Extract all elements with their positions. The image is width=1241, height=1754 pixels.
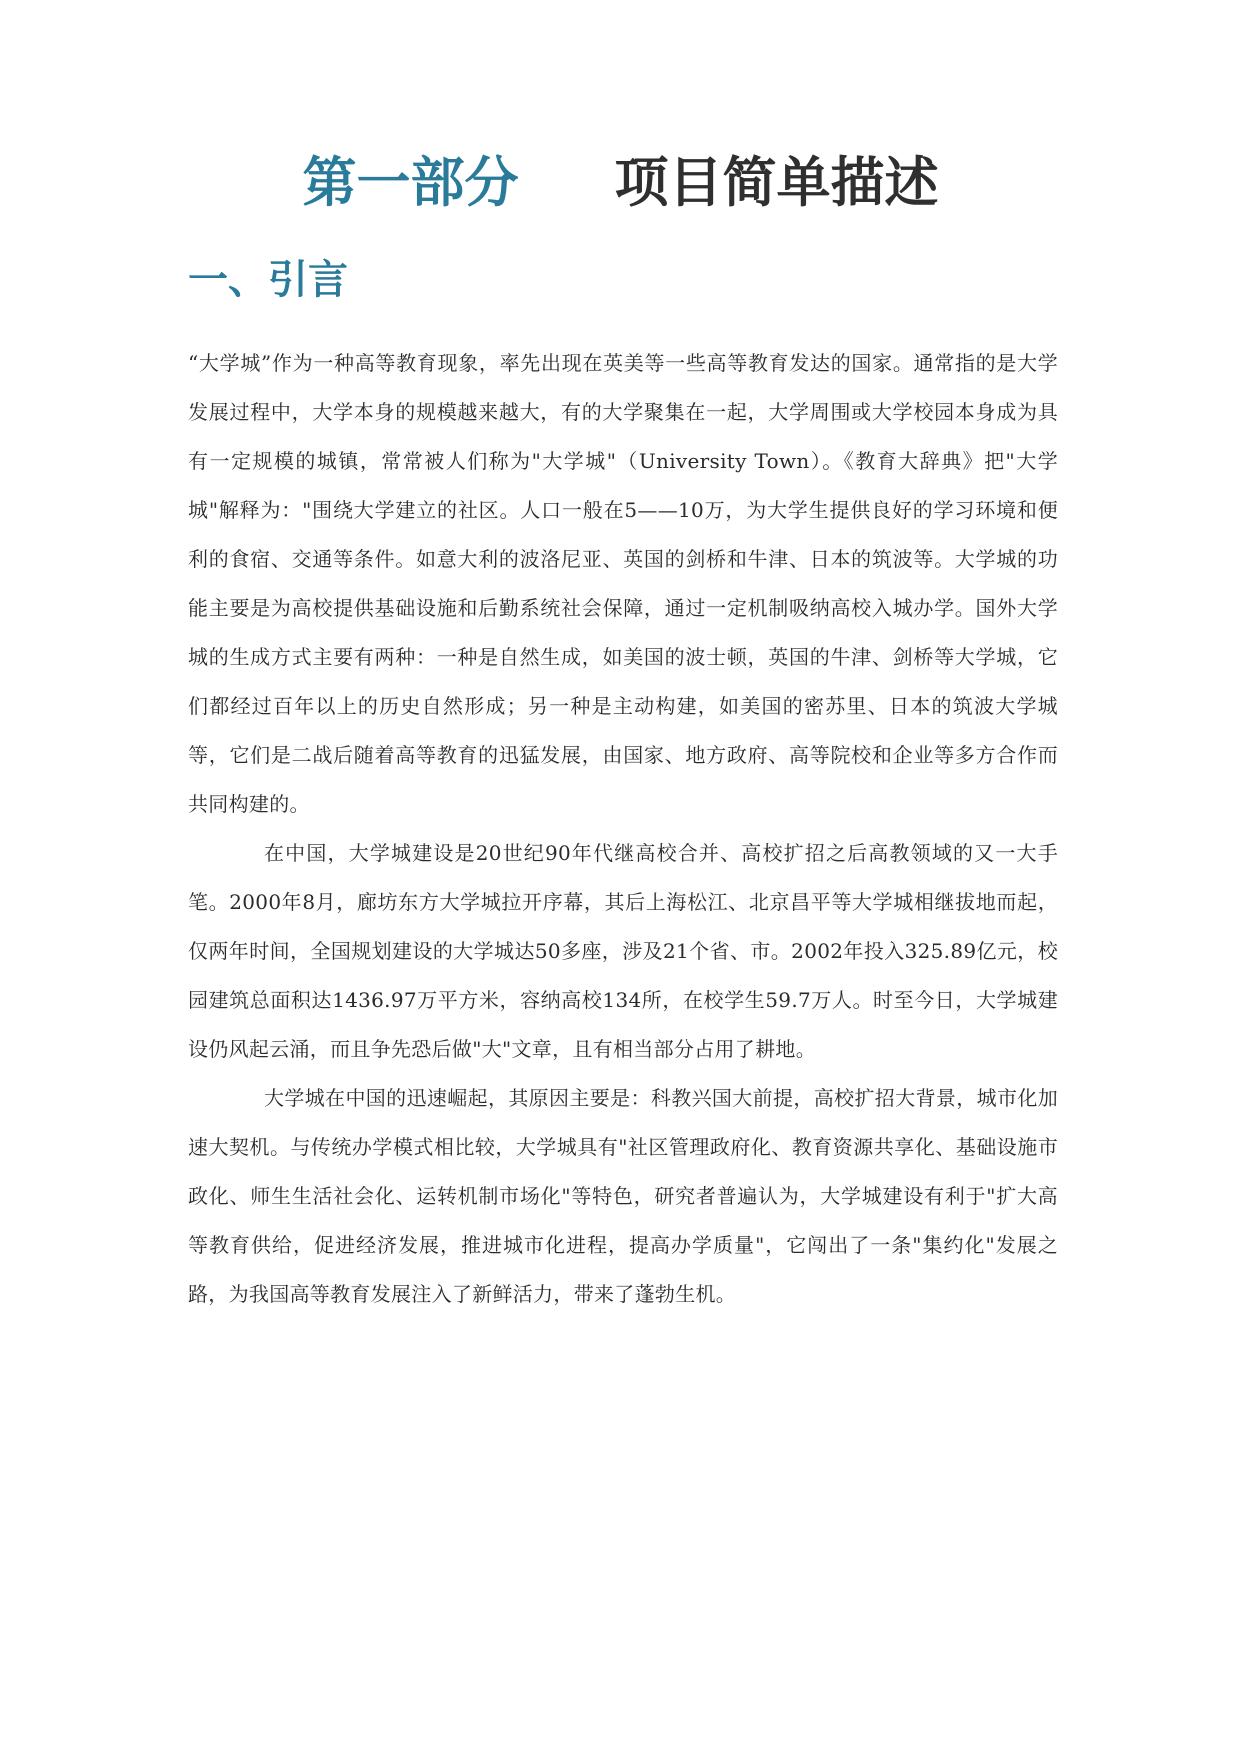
page-title [0,148,1241,218]
page-title-part-two: 项目简单描述 [614,151,939,214]
paragraph-china: 在中国，大学城建设是20世纪90年代继高校合并、高校扩招之后高教领域的又一大手笔。2000年8月，廊坊东方大学城拉开序幕，其后上海松江、北京昌平等大学城相继拔地而起，仅两年时间，全国规划建设的大学城达50多座，涉及21个省、市。2002年投入325.89亿元，校园建筑总面积达1436.97万平方米，容纳高校134所，在校学生59.7万人。时至今日，大学城建设仍风起云涌，而且争先恐后做"大"文章，且有相当部分占用了耕地。 [188,841,1058,1061]
page-title-part-one: 第一部分 [302,151,519,214]
paragraph-intro: “大学城”作为一种高等教育现象，率先出现在英美等一些高等教育发达的国家。通常指的是大学发展过程中，大学本身的规模越来越大，有的大学聚集在一起，大学周围或大学校园本身成为具有一定规模的城镇，常常被人们称为"大学城"（University Town）。《教育大辞典》把"大学城"解释为："围绕大学建立的社区。人口一般在5——10万，为大学生提供良好的学习环境和便利的食宿、交通等条件。如意大利的波洛尼亚、英国的剑桥和牛津、日本的筑波等。大学城的功能主要是为高校提供基础设施和后勤系统社会保障，通过一定机制吸纳高校入城办学。国外大学城的生成方式主要有两种：一种是自然生成，如美国的波士顿，英国的牛津、剑桥等大学城，它们都经过百年以上的历史自然形成；另一种是主动构建，如美国的密苏里、日本的筑波大学城等，它们是二战后随着高等教育的迅猛发展，由国家、地方政府、高等院校和企业等多方合作而共同构建的。 [188,351,1058,816]
body-text [188,339,1058,1319]
paragraph-reasons: 大学城在中国的迅速崛起，其原因主要是：科教兴国大前提，高校扩招大背景，城市化加速大契机。与传统办学模式相比较，大学城具有"社区管理政府化、教育资源共享化、基础设施市政化、师生生活社会化、运转机制市场化"等特色，研究者普遍认为，大学城建设有利于"扩大高等教育供给，促进经济发展，推进城市化进程，提高办学质量"，它闯出了一条"集约化"发展之路，为我国高等教育发展注入了新鲜活力，带来了蓬勃生机。 [188,1086,1058,1306]
section-heading: 一、引言 [188,257,348,303]
